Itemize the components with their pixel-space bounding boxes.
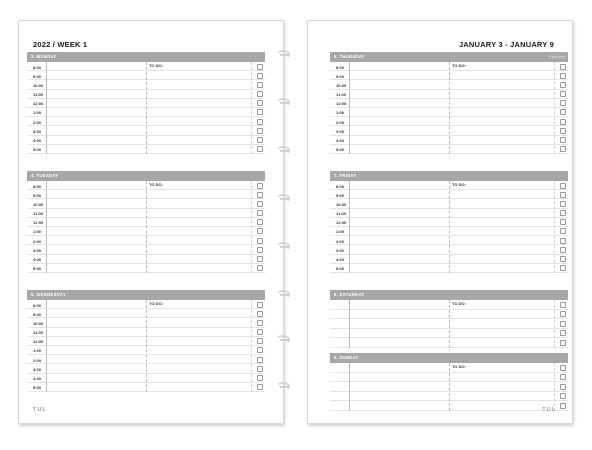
hour-label: 1:00: [336, 229, 345, 235]
ring-stem: [280, 246, 289, 248]
todo-checkbox[interactable]: [560, 340, 566, 346]
todo-checkbox[interactable]: [560, 119, 566, 125]
hour-label: 4:00: [33, 257, 42, 262]
todo-checkbox[interactable]: [560, 201, 566, 207]
ring-stem: [280, 198, 289, 200]
todo-label: TO DO:: [149, 63, 163, 68]
todo-checkbox[interactable]: [560, 256, 566, 262]
hour-label: 12:00: [336, 220, 347, 226]
day-label: 3. MONDAY: [31, 54, 57, 59]
todo-checkbox[interactable]: [257, 128, 263, 134]
hour-label: 3:00: [33, 247, 42, 253]
column-divider: [449, 181, 450, 273]
column-divider: [46, 300, 47, 392]
day-label: 5. WEDNESDAY: [31, 292, 67, 297]
brand-logo: TUL: [542, 407, 556, 413]
day-section: [330, 171, 568, 273]
day-schedule: [27, 62, 265, 154]
column-divider: [251, 181, 252, 273]
todo-checkbox[interactable]: [257, 357, 263, 363]
todo-checkbox[interactable]: [257, 338, 263, 344]
todo-label: TO DO:: [452, 63, 466, 68]
day-section: [330, 353, 568, 411]
hour-label: 2:00: [33, 119, 42, 125]
ring-stem: [280, 386, 289, 388]
hour-label: 10:00: [336, 201, 347, 207]
column-divider: [146, 300, 147, 392]
day-header: [330, 290, 568, 300]
todo-checkbox[interactable]: [257, 375, 263, 381]
hour-label: 5:00: [336, 266, 345, 272]
todo-checkbox[interactable]: [560, 146, 566, 152]
todo-checkbox[interactable]: [560, 64, 566, 70]
todo-checkbox[interactable]: [560, 183, 566, 189]
hour-label: 3:00: [336, 247, 345, 253]
todo-checkbox[interactable]: [257, 82, 263, 88]
binder-ring: [276, 98, 293, 108]
todo-checkbox[interactable]: [560, 100, 566, 106]
todo-checkbox[interactable]: [560, 403, 566, 409]
hour-label: 5:00: [336, 147, 345, 153]
todo-checkbox[interactable]: [257, 247, 263, 253]
todo-checkbox[interactable]: [560, 247, 566, 253]
day-header: [27, 290, 265, 300]
todo-checkbox[interactable]: [560, 73, 566, 79]
todo-checkbox[interactable]: [257, 256, 263, 262]
hour-label: 5:00: [33, 385, 42, 391]
binder-ring: [276, 194, 293, 204]
day-schedule: [330, 181, 568, 273]
day-section: [27, 52, 265, 154]
day-header: [330, 353, 568, 363]
hour-label: 1:00: [33, 110, 42, 116]
hour-label: 8:00: [33, 64, 42, 70]
todo-checkbox[interactable]: [257, 329, 263, 335]
ring-stem: [280, 150, 289, 152]
todo-checkbox[interactable]: [257, 73, 263, 79]
hour-label: 4:00: [33, 138, 42, 143]
todo-checkbox[interactable]: [560, 137, 566, 143]
todo-checkbox[interactable]: [560, 365, 566, 371]
day-schedule: [330, 62, 568, 154]
todo-checkbox[interactable]: [257, 192, 263, 198]
week-title: 2022 / WEEK 1: [33, 40, 88, 49]
hour-label: 9:00: [33, 311, 42, 317]
todo-checkbox[interactable]: [560, 219, 566, 225]
todo-checkbox[interactable]: [257, 201, 263, 207]
todo-checkbox[interactable]: [257, 91, 263, 97]
todo-checkbox[interactable]: [560, 393, 566, 399]
column-divider: [146, 62, 147, 154]
day-section: [330, 290, 568, 348]
day-schedule: [330, 300, 568, 348]
hour-label: 10:00: [336, 82, 347, 88]
column-divider: [554, 62, 555, 154]
binder-ring: [276, 50, 293, 60]
hour-label: 12:00: [33, 220, 44, 226]
day-label: 4. TUESDAY: [31, 173, 59, 178]
day-label: 8. SATURDAY: [334, 292, 365, 297]
todo-checkbox[interactable]: [257, 228, 263, 234]
column-divider: [46, 62, 47, 154]
todo-checkbox[interactable]: [257, 311, 263, 317]
hour-label: 8:00: [33, 302, 42, 308]
column-divider: [449, 62, 450, 154]
column-divider: [251, 300, 252, 392]
hour-label: 2:00: [33, 357, 42, 363]
column-divider: [349, 363, 350, 411]
hour-label: 3:00: [33, 366, 42, 372]
ring-stem: [280, 54, 289, 56]
todo-checkbox[interactable]: [257, 384, 263, 390]
binder-ring: [276, 290, 293, 300]
column-divider: [554, 181, 555, 273]
todo-label: TO DO:: [149, 301, 163, 306]
day-label: 9. SUNDAY: [334, 355, 359, 360]
planner-page-left: [18, 20, 284, 424]
todo-checkbox[interactable]: [257, 210, 263, 216]
hour-label: 10:00: [33, 201, 44, 207]
column-divider: [349, 181, 350, 273]
day-section: [27, 290, 265, 392]
todo-checkbox[interactable]: [257, 146, 263, 152]
hour-label: 2:00: [33, 238, 42, 244]
brand-logo: TUL: [33, 407, 47, 413]
todo-checkbox[interactable]: [257, 109, 263, 115]
todo-checkbox[interactable]: [560, 228, 566, 234]
day-schedule: [27, 300, 265, 392]
day-schedule: [330, 363, 568, 411]
ring-stem: [280, 294, 289, 296]
todo-checkbox[interactable]: [257, 119, 263, 125]
hour-label: 9:00: [336, 192, 345, 198]
date-range-title: JANUARY 3 - JANUARY 9: [458, 40, 554, 49]
todo-checkbox[interactable]: [257, 320, 263, 326]
todo-checkbox[interactable]: [560, 311, 566, 317]
column-divider: [449, 300, 450, 348]
hour-label: 3:00: [336, 128, 345, 134]
day-header: [330, 171, 568, 181]
hour-label: 9:00: [336, 73, 345, 79]
todo-checkbox[interactable]: [560, 265, 566, 271]
column-divider: [46, 181, 47, 273]
todo-checkbox[interactable]: [560, 192, 566, 198]
todo-label: TO DO:: [452, 364, 466, 369]
todo-checkbox[interactable]: [257, 137, 263, 143]
todo-checkbox[interactable]: [560, 91, 566, 97]
hour-label: 4:00: [336, 257, 345, 262]
day-header: [27, 171, 265, 181]
column-divider: [349, 62, 350, 154]
todo-checkbox[interactable]: [257, 302, 263, 308]
hour-label: 3:00: [33, 128, 42, 134]
todo-checkbox[interactable]: [560, 330, 566, 336]
day-section: [27, 171, 265, 273]
hour-label: 12:00: [33, 339, 44, 345]
hour-label: 5:00: [33, 266, 42, 272]
column-divider: [554, 363, 555, 411]
todo-checkbox[interactable]: [257, 366, 263, 372]
hour-label: 1:00: [33, 229, 42, 235]
todo-checkbox[interactable]: [560, 384, 566, 390]
binder-ring: [276, 146, 293, 156]
hour-label: 1:00: [33, 348, 42, 354]
hour-label: 11:00: [33, 211, 44, 217]
column-divider: [146, 181, 147, 273]
hour-label: 11:00: [33, 92, 44, 98]
hour-label: 2:00: [336, 238, 345, 244]
todo-checkbox[interactable]: [257, 100, 263, 106]
hour-label: 12:00: [336, 101, 347, 107]
todo-checkbox[interactable]: [257, 183, 263, 189]
todo-checkbox[interactable]: [560, 302, 566, 308]
hour-label: 8:00: [33, 183, 42, 189]
todo-checkbox[interactable]: [560, 109, 566, 115]
hour-label: 1:00: [336, 110, 345, 116]
todo-checkbox[interactable]: [257, 265, 263, 271]
ring-stem: [280, 102, 289, 104]
todo-checkbox[interactable]: [560, 128, 566, 134]
binder-ring: [276, 335, 293, 345]
hour-label: 2:00: [336, 119, 345, 125]
day-label: 6. THURSDAY: [334, 54, 365, 59]
todo-label: TO DO:: [452, 301, 466, 306]
todo-checkbox[interactable]: [560, 238, 566, 244]
todo-checkbox[interactable]: [560, 82, 566, 88]
hour-label: 11:00: [336, 211, 347, 217]
hour-label: 11:00: [336, 92, 347, 98]
day-header: [330, 52, 568, 62]
todo-checkbox[interactable]: [257, 238, 263, 244]
column-divider: [449, 363, 450, 411]
day-schedule: [27, 181, 265, 273]
column-divider: [349, 300, 350, 348]
hour-label: 5:00: [33, 147, 42, 153]
todo-checkbox[interactable]: [257, 347, 263, 353]
column-divider: [554, 300, 555, 348]
day-header: [27, 52, 265, 62]
todo-checkbox[interactable]: [560, 321, 566, 327]
hour-label: 9:00: [33, 192, 42, 198]
todo-checkbox[interactable]: [257, 64, 263, 70]
hour-label: 10:00: [33, 82, 44, 88]
hour-label: 8:00: [336, 183, 345, 189]
hour-label: 10:00: [33, 320, 44, 326]
todo-label: TO DO:: [149, 182, 163, 187]
ring-stem: [280, 339, 289, 341]
hour-label: 11:00: [33, 330, 44, 336]
column-divider: [251, 62, 252, 154]
todo-label: TO DO:: [452, 182, 466, 187]
planner-page-right: [307, 20, 573, 424]
holiday-note: Epiphany: [549, 55, 565, 59]
day-label: 7. FRIDAY: [334, 173, 357, 178]
todo-checkbox[interactable]: [560, 210, 566, 216]
hour-label: 4:00: [336, 138, 345, 143]
hour-label: 4:00: [33, 376, 42, 381]
hour-label: 8:00: [336, 64, 345, 70]
todo-checkbox[interactable]: [560, 374, 566, 380]
binder-ring: [276, 242, 293, 252]
day-section: [330, 52, 568, 154]
binder-ring: [276, 382, 293, 392]
hour-label: 9:00: [33, 73, 42, 79]
todo-checkbox[interactable]: [257, 219, 263, 225]
hour-label: 12:00: [33, 101, 44, 107]
